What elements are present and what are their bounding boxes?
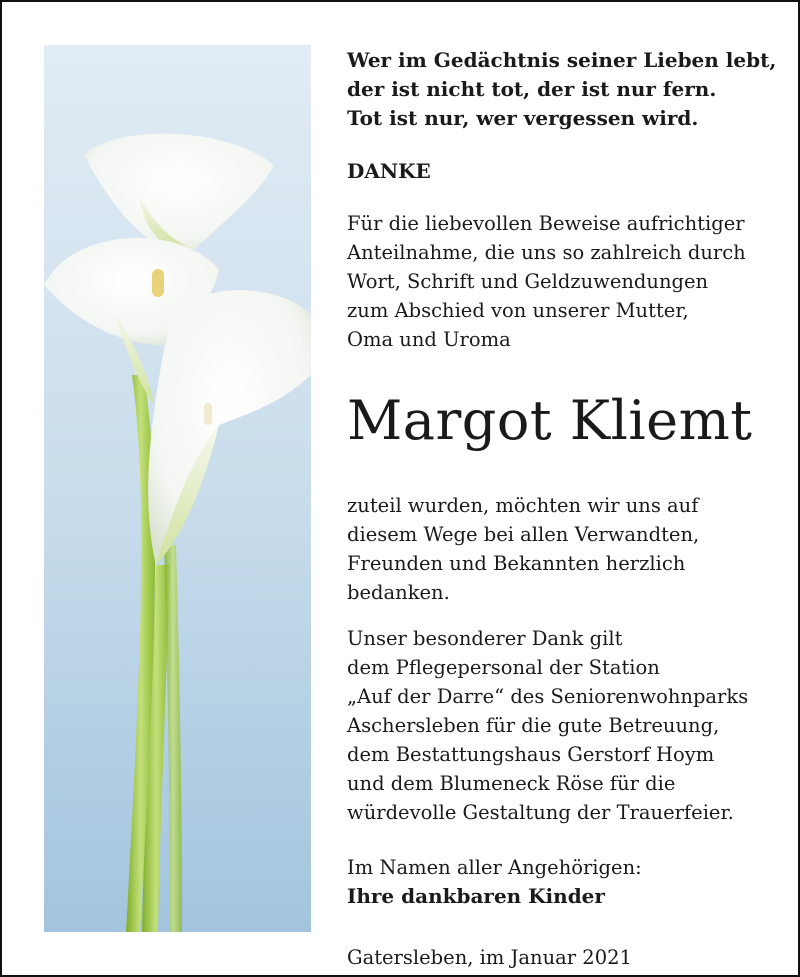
thanks-paragraph: zuteil wurden, möchten wir uns auf diesem Wege bei allen Verwandten, Freunden und Bekannten herzlich bedanken. [347, 494, 700, 604]
calla-lily-image [44, 45, 311, 932]
special-thanks-paragraph: Unser besonderer Dank gilt dem Pflegepersonal der Station „Auf der Darre“ des Seniorenwohnparks Aschersleben für die gute Betreuung, dem Bestattungshaus Gerstorf Hoym und dem Blumeneck Röse für die würdevolle Gestaltung der Trauerfeier. [347, 627, 749, 824]
text-column [347, 46, 777, 972]
signature-intro: Im Namen aller Angehörigen: [347, 856, 642, 879]
motto-quote: Wer im Gedächtnis seiner Lieben lebt, der ist nicht tot, der ist nur fern. Tot ist nur, wer vergessen wird. [347, 48, 777, 130]
signature: Ihre dankbaren Kinder [347, 884, 605, 908]
deceased-name: Margot Kliemt [347, 389, 753, 452]
heading-danke: DANKE [347, 159, 431, 183]
place-date: Gatersleben, im Januar 2021 [347, 946, 632, 969]
intro-paragraph: Für die liebevollen Beweise aufrichtiger Anteilnahme, die uns so zahlreich durch Wort, Schrift und Geldzuwendungen zum Abschied von unserer Mutter, Oma und Uroma [347, 212, 746, 351]
